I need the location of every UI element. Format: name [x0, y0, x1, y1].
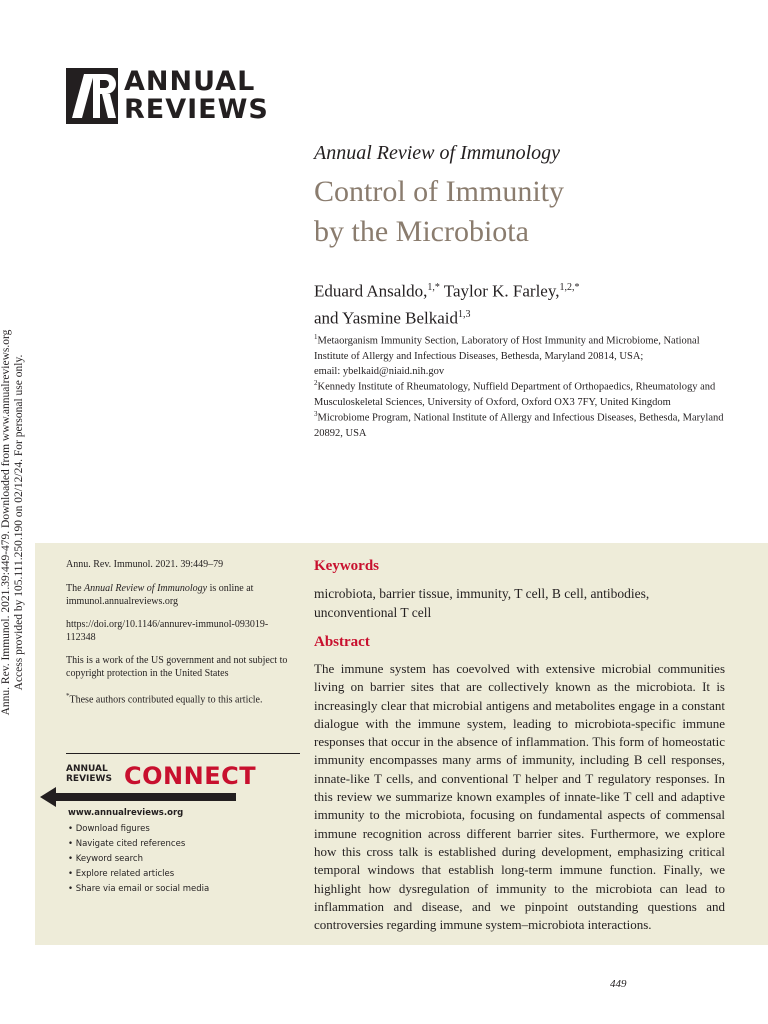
title-line2: by the Microbiota	[314, 215, 529, 248]
keywords-heading: Keywords	[314, 558, 379, 574]
connect-item-share[interactable]: • Share via email or social media	[68, 882, 209, 897]
affiliation-1	[314, 330, 734, 379]
connect-item-explore-related[interactable]: • Explore related articles	[68, 867, 209, 882]
author-farley-sup: 1,2,*	[559, 282, 580, 293]
connect-item-download-figures[interactable]: • Download figures	[68, 822, 209, 837]
abstract-text: The immune system has coevolved with extensive microbial communities living on barrier sites that are collectively known as the microbiota. It is increasingly clear that microbial antigens and metabolites engage in a constant dialogue with the immune system, leading to microbiota-specific immune responses that occur in the absence of inflammation. This form of homeostatic immunity encompasses many arms of immunity, including B cell responses, innate-like T cells, and conventional T helper and T regulatory responses. In this review we summarize known examples of innate-like T cell and adaptive immunity to the microbiota, focusing on fundamental aspects of commensal immune recognition across different barrier sites. Furthermore, we explore how this cross talk is established during development, emphasizing critical temporal windows that establish long-term immune function. Finally, we highlight how dysregulation of immunity to the microbiota can lead to inflammation and disease, and we pinpoint outstanding questions and controversies regarding immune system–microbiota interactions.	[314, 661, 725, 933]
doi-link[interactable]: https://doi.org/10.1146/annurev-immunol-093019-112348	[66, 618, 269, 643]
equal-text: These authors contributed equally to this article.	[69, 693, 263, 705]
journal-name: Annual Review of Immunology	[314, 142, 561, 164]
article-title	[314, 172, 734, 252]
side-download-notice	[0, 300, 30, 745]
title-line1: Control of Immunity	[314, 175, 564, 208]
connect-wordmark: CONNECT	[124, 762, 257, 790]
connect-small-wordmark	[66, 764, 112, 784]
keywords-text: microbiota, barrier tissue, immunity, T cell, B cell, antibodies, unconventional T cell	[314, 586, 650, 620]
logo-word-annual: ANNUAL	[124, 66, 256, 97]
author-belkaid-sup: 1,3	[458, 308, 471, 320]
citation: Annu. Rev. Immunol. 2021. 39:449–79	[66, 559, 224, 570]
affiliation-1-num: 1	[314, 333, 318, 341]
annual-reviews-connect[interactable]	[36, 753, 300, 903]
article-info-column	[66, 558, 296, 715]
affiliation-2-num: 2	[314, 379, 318, 387]
connect-url[interactable]: www.annualreviews.org	[68, 808, 184, 818]
ar-logo-icon	[66, 68, 118, 124]
connect-small-annual: ANNUAL	[66, 764, 108, 774]
online-notice	[66, 582, 296, 609]
author-ansaldo-sup: 1,*	[427, 282, 440, 293]
side-notice-line2: Access provided by 105.111.250.190 on 02/12/24. For personal use only.	[13, 354, 25, 691]
author-ansaldo: Eduard Ansaldo,	[314, 281, 428, 301]
side-notice-line1: Annu. Rev. Immunol. 2021.39:449-479. Downloaded from www.annualreviews.org	[0, 329, 12, 716]
connect-item-keyword-search[interactable]: • Keyword search	[68, 852, 209, 867]
annual-reviews-logo	[66, 66, 269, 126]
author-farley: Taylor K. Farley,	[439, 281, 560, 301]
author-list	[314, 276, 734, 329]
affiliation-1-text: Metaorganism Immunity Section, Laboratory of Host Immunity and Microbiome, National Institute of Allergy and Infectious Diseases, Bethesda, Maryland 20814, USA;	[314, 335, 700, 362]
affiliation-3-num: 3	[314, 410, 318, 418]
equal-contribution-note	[66, 690, 296, 707]
online-journal: Annual Review of Immunology	[84, 582, 208, 594]
author-belkaid: and Yasmine Belkaid	[314, 308, 459, 328]
affiliation-2	[314, 376, 734, 410]
copyright-notice: This is a work of the US government and not subject to copyright protection in the United States	[66, 654, 288, 679]
online-post: is online at immunol.annualreviews.org	[66, 582, 254, 607]
page-number: 449	[610, 978, 627, 990]
affiliation-3-text: Microbiome Program, National Institute of Allergy and Infectious Diseases, Bethesda, Maryland 20892, USA	[314, 412, 724, 439]
arrow-left-icon	[40, 787, 236, 807]
abstract-heading: Abstract	[314, 634, 370, 650]
connect-item-navigate-references[interactable]: • Navigate cited references	[68, 837, 209, 852]
equal-sup: *	[66, 691, 70, 700]
connect-small-reviews: REVIEWS	[66, 774, 112, 784]
logo-word-reviews: REVIEWS	[124, 94, 269, 125]
affiliation-2-text: Kennedy Institute of Rheumatology, Nuffield Department of Orthopaedics, Rheumatology and Musculoskeletal Sciences, University of Oxford, Oxford OX3 7FY, United Kingdom	[314, 381, 716, 408]
corresponding-email[interactable]: email: ybelkaid@niaid.nih.gov	[314, 365, 445, 377]
connect-feature-list	[68, 822, 209, 897]
affiliation-3	[314, 407, 734, 441]
online-pre: The	[66, 582, 85, 594]
